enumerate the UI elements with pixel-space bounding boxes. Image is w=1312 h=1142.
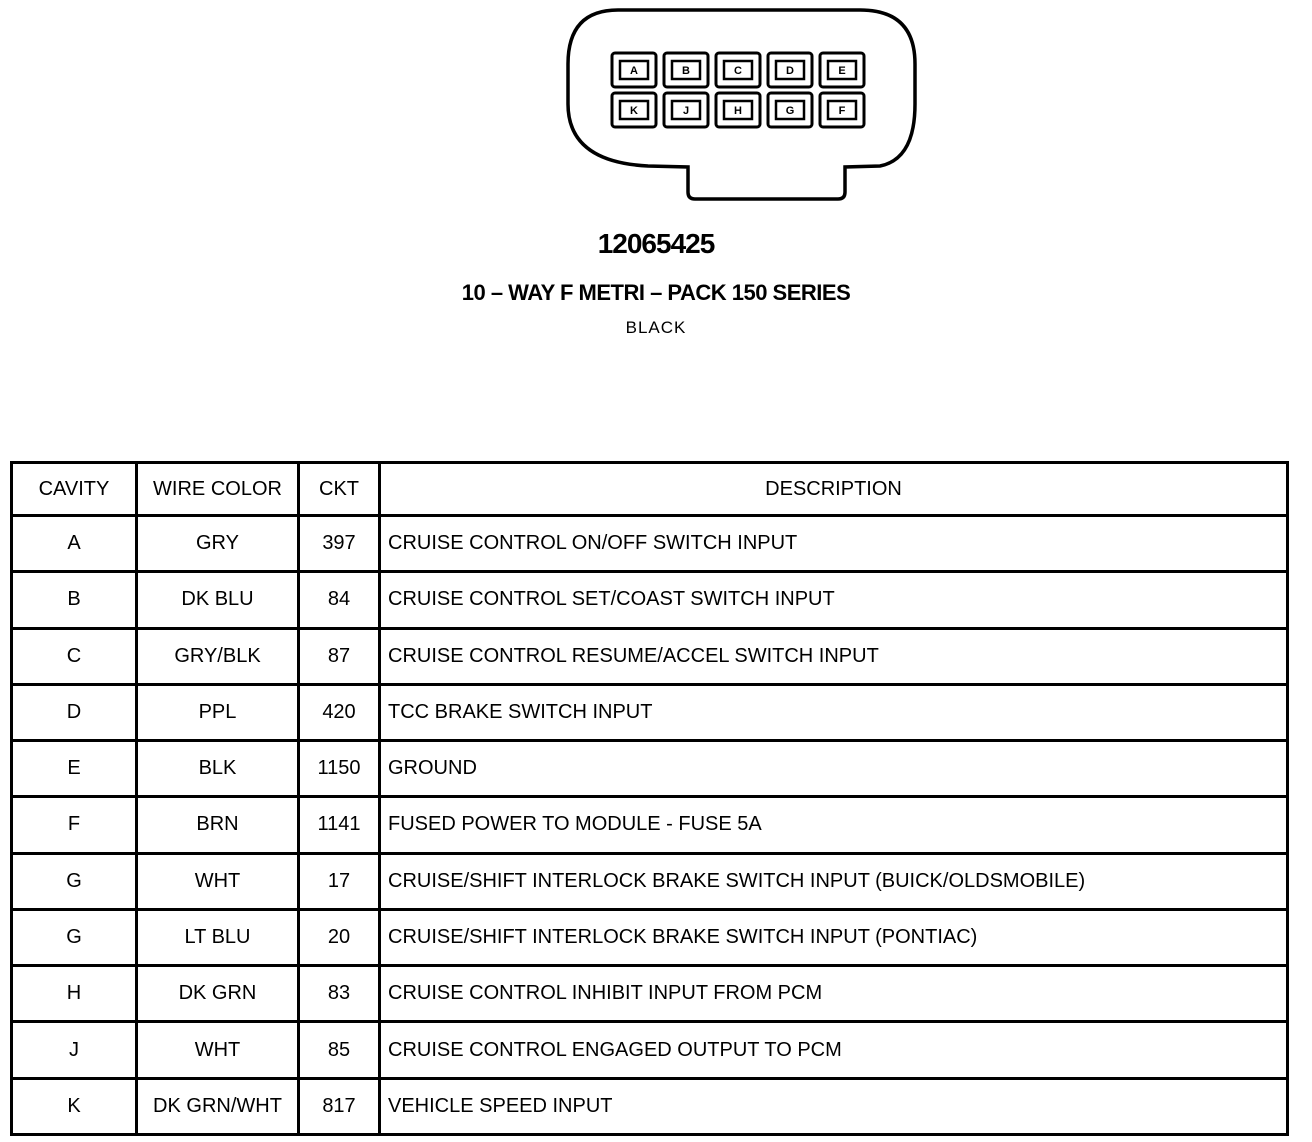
pin-label-j: J [682,105,690,117]
table-row [12,516,1288,572]
cell-wire-color: WHT [137,853,299,909]
cell-wire-color: GRY [137,516,299,572]
cell-ckt: 87 [299,628,380,684]
cell-wire-color: DK GRN/WHT [137,1078,299,1134]
table-row [12,684,1288,740]
cell-ckt: 85 [299,1022,380,1078]
pin-label-e: E [838,65,846,77]
cell-cavity: A [12,516,137,572]
table-row [12,628,1288,684]
cell-wire-color: WHT [137,1022,299,1078]
header-wire-color: WIRE COLOR [137,463,299,516]
table-row [12,1022,1288,1078]
cell-cavity: D [12,684,137,740]
pinout-table [10,461,1289,1136]
cell-ckt: 83 [299,966,380,1022]
pin-label-k: K [630,105,638,117]
cell-description: CRUISE CONTROL ENGAGED OUTPUT TO PCM [380,1022,1288,1078]
cell-cavity: C [12,628,137,684]
cell-wire-color: PPL [137,684,299,740]
cell-ckt: 20 [299,909,380,965]
connector-series: 10 – WAY F METRI – PACK 150 SERIES [461,280,851,305]
cell-ckt: 817 [299,1078,380,1134]
table-header-row [12,463,1288,516]
cell-cavity: G [12,909,137,965]
cell-wire-color: DK GRN [137,966,299,1022]
table-row [12,909,1288,965]
cell-wire-color: GRY/BLK [137,628,299,684]
table-row [12,572,1288,628]
connector-pins-bottom-row [612,93,864,127]
cell-cavity: F [12,797,137,853]
pin-label-f: F [838,105,846,117]
pin-label-b: B [682,65,690,77]
table-row [12,1078,1288,1134]
cell-ckt: 17 [299,853,380,909]
cell-wire-color: BLK [137,741,299,797]
pin-label-c: C [734,65,742,77]
connector-diagram [560,4,920,209]
cell-description: CRUISE CONTROL ON/OFF SWITCH INPUT [380,516,1288,572]
cell-cavity: K [12,1078,137,1134]
table-row [12,797,1288,853]
pin-label-g: G [785,105,795,117]
cell-description: VEHICLE SPEED INPUT [380,1078,1288,1134]
cell-cavity: G [12,853,137,909]
cell-wire-color: DK BLU [137,572,299,628]
cell-description: CRUISE/SHIFT INTERLOCK BRAKE SWITCH INPUT (BUICK/OLDSMOBILE) [380,853,1288,909]
header-cavity: CAVITY [12,463,137,516]
cell-description: TCC BRAKE SWITCH INPUT [380,684,1288,740]
cell-ckt: 397 [299,516,380,572]
cell-description: CRUISE CONTROL SET/COAST SWITCH INPUT [380,572,1288,628]
cell-description: FUSED POWER TO MODULE - FUSE 5A [380,797,1288,853]
cell-description: CRUISE CONTROL RESUME/ACCEL SWITCH INPUT [380,628,1288,684]
pin-label-h: H [734,105,742,117]
table-row [12,853,1288,909]
cell-cavity: H [12,966,137,1022]
part-number: 12065425 [597,228,715,259]
connector-color: BLACK [625,318,687,337]
cell-ckt: 420 [299,684,380,740]
cell-description: CRUISE CONTROL INHIBIT INPUT FROM PCM [380,966,1288,1022]
cell-wire-color: LT BLU [137,909,299,965]
header-description: DESCRIPTION [380,463,1288,516]
table-row [12,966,1288,1022]
pin-label-d: D [786,65,794,77]
connector-pins-top-row [612,53,864,87]
pin-label-a: A [630,65,638,77]
table-body [12,516,1288,1135]
cell-cavity: B [12,572,137,628]
cell-wire-color: BRN [137,797,299,853]
cell-cavity: E [12,741,137,797]
cell-ckt: 84 [299,572,380,628]
header-ckt: CKT [299,463,380,516]
cell-description: CRUISE/SHIFT INTERLOCK BRAKE SWITCH INPUT (PONTIAC) [380,909,1288,965]
table-row [12,741,1288,797]
cell-cavity: J [12,1022,137,1078]
cell-ckt: 1150 [299,741,380,797]
cell-ckt: 1141 [299,797,380,853]
cell-description: GROUND [380,741,1288,797]
